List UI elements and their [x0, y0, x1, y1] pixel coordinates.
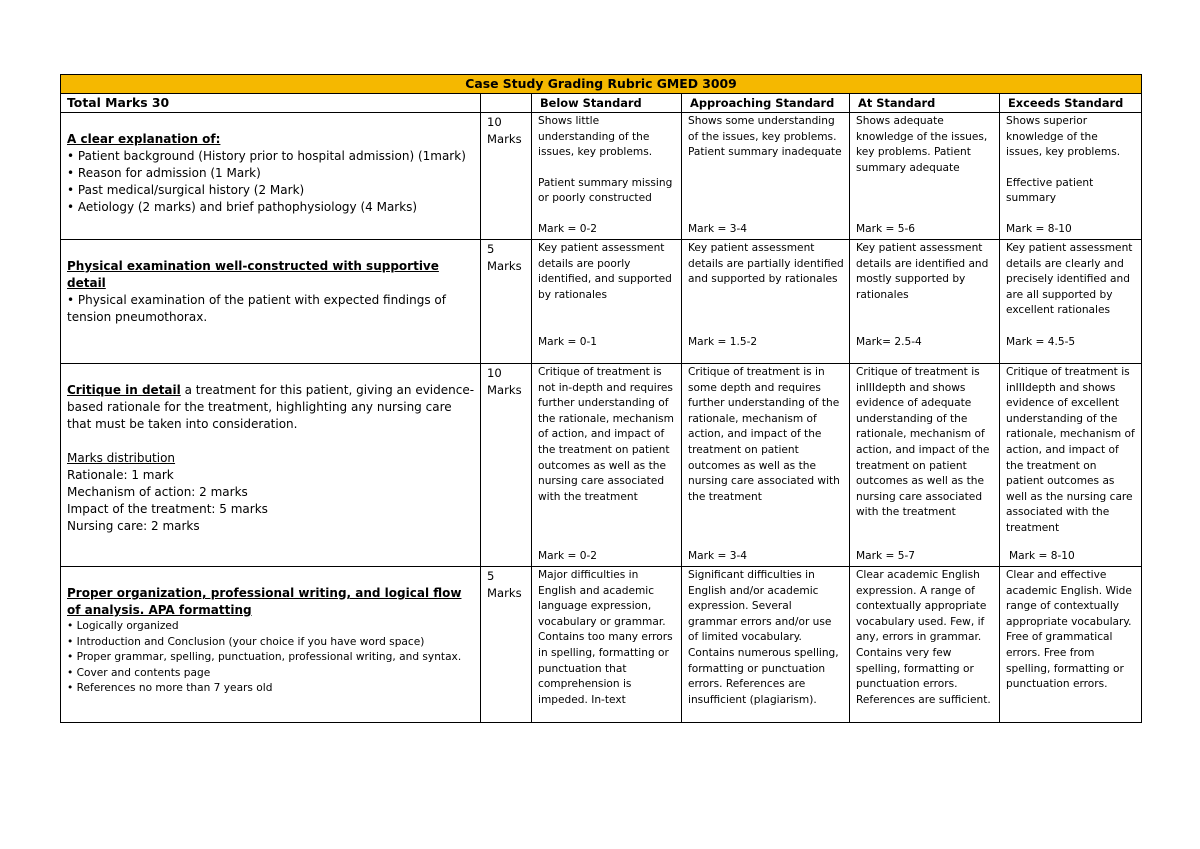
- rubric-row-explanation: [61, 113, 1142, 240]
- level-cell-below: [532, 240, 682, 364]
- level-mark: Mark = 8-10: [1009, 550, 1075, 562]
- criterion-bullet: • Cover and contents page: [67, 666, 475, 682]
- level-mark: Mark = 8-10: [1006, 223, 1072, 235]
- marks-value: 10: [487, 366, 502, 380]
- level-mark: Mark = 5-7: [856, 550, 916, 562]
- criterion-bullet: • Proper grammar, spelling, punctuation, professional writing, and syntax.: [67, 650, 475, 666]
- marks-unit: Marks: [487, 586, 522, 600]
- criterion-critique: [61, 364, 481, 567]
- level-mark: Mark = 5-6: [856, 223, 916, 235]
- level-text: Shows little understanding of the issues, key problems.: [538, 115, 653, 159]
- criterion-bullet: • Past medical/surgical history (2 Mark): [67, 182, 475, 199]
- rubric-title: Case Study Grading Rubric GMED 3009: [61, 75, 1142, 94]
- level-cell-exceeds: [1000, 567, 1142, 723]
- rubric-row-critique: [61, 364, 1142, 567]
- level-text: Critique of treatment is inIIIdepth and shows evidence of excellent understanding of the rationale, mechanism of action, and impact of the treatment on patient outcomes as well as the nursing care associated with the treatment: [1006, 366, 1135, 534]
- level-header-approaching: Approaching Standard: [682, 94, 850, 113]
- level-text: Clear and effective academic English. Wide range of contextually appropriate vocabulary. Free of grammatical errors. Free from spelling, formatting or punctuation errors.: [1006, 569, 1132, 691]
- marks-distribution-item: Mechanism of action: 2 marks: [67, 485, 248, 499]
- marks-cell: [481, 567, 532, 723]
- level-cell-at: [850, 113, 1000, 240]
- criterion-title: A clear explanation of:: [67, 132, 221, 146]
- level-cell-exceeds: [1000, 113, 1142, 240]
- criterion-bullet: • References no more than 7 years old: [67, 681, 475, 697]
- criterion-title: Critique in detail: [67, 383, 181, 397]
- level-cell-approaching: [682, 364, 850, 567]
- marks-unit: Marks: [487, 259, 522, 273]
- criterion-bullet: • Aetiology (2 marks) and brief pathophysiology (4 Marks): [67, 199, 475, 216]
- level-cell-approaching: [682, 240, 850, 364]
- level-text: Key patient assessment details are clearly and precisely identified and are all supported by excellent rationales: [1006, 242, 1133, 317]
- level-text: Critique of treatment is not in-depth and requires further understanding of the rationale, mechanism of action, and impact of the treatment on patient outcomes as well as the nursing care associated with the treatment: [538, 366, 674, 503]
- level-text: Effective patient summary: [1006, 176, 1094, 205]
- level-text: Key patient assessment details are identified and mostly supported by rationales: [856, 242, 989, 301]
- level-mark: Mark = 3-4: [688, 550, 748, 562]
- level-mark: Mark = 0-1: [538, 336, 598, 348]
- level-cell-at: [850, 567, 1000, 723]
- criterion-description-text: a treatment for this patient, giving an evidence-based rationale for the treatment, highlighting any nursing care that must be taken into consideration.: [67, 383, 475, 431]
- rubric-row-physical-exam: [61, 240, 1142, 364]
- level-cell-below: [532, 364, 682, 567]
- criterion-explanation: [61, 113, 481, 240]
- marks-unit: Marks: [487, 383, 522, 397]
- criterion-bullet: • Physical examination of the patient with expected findings of tension pneumothorax.: [67, 292, 475, 326]
- criterion-organization: [61, 567, 481, 723]
- level-cell-at: [850, 364, 1000, 567]
- level-cell-below: [532, 567, 682, 723]
- level-cell-approaching: [682, 113, 850, 240]
- marks-distribution-item: Nursing care: 2 marks: [67, 519, 200, 533]
- level-cell-exceeds: [1000, 240, 1142, 364]
- level-text: Shows superior knowledge of the issues, key problems.: [1006, 115, 1121, 159]
- criterion-bullet: • Logically organized: [67, 619, 475, 635]
- criterion-title: Proper organization, professional writing, and logical flow of analysis. APA formatting: [67, 586, 462, 617]
- level-mark: Mark = 3-4: [688, 223, 748, 235]
- level-text: Shows some understanding of the issues, key problems.: [688, 115, 837, 143]
- marks-cell: [481, 364, 532, 567]
- criterion-physical-exam: [61, 240, 481, 364]
- level-mark: Mark = 0-2: [538, 223, 598, 235]
- total-marks-header: Total Marks 30: [61, 94, 481, 113]
- level-cell-at: [850, 240, 1000, 364]
- level-header-exceeds: Exceeds Standard: [1000, 94, 1142, 113]
- marks-cell: [481, 113, 532, 240]
- level-text: Critique of treatment is in some depth and requires further understanding of the rationale, mechanism of action, and impact of the treatment on patient outcomes as well as the nursing care associated with the treatment: [688, 366, 840, 503]
- marks-value: 10: [487, 115, 502, 129]
- level-text: Significant difficulties in English and/or academic expression. Several grammar errors and/or use of limited vocabulary. Contains numerous spelling, formatting or punctuation errors. References are insufficient (plagiarism).: [688, 569, 839, 706]
- marks-cell: [481, 240, 532, 364]
- rubric-row-organization: [61, 567, 1142, 723]
- criterion-description: [67, 382, 475, 433]
- level-mark: Mark = 0-2: [538, 550, 598, 562]
- level-mark: Mark= 2.5-4: [856, 336, 922, 348]
- marks-value: 5: [487, 242, 495, 256]
- level-mark: Mark = 4.5-5: [1006, 336, 1076, 348]
- marks-value: 5: [487, 569, 495, 583]
- level-text: Major difficulties in English and academic language expression, vocabulary or grammar. Contains too many errors in spelling, formatting or punctuation that comprehension is impeded. In-text: [538, 569, 673, 706]
- criterion-bullet: • Introduction and Conclusion (your choice if you have word space): [67, 635, 475, 651]
- level-text: Patient summary inadequate: [688, 146, 842, 159]
- level-text: Critique of treatment is inIIIdepth and shows evidence of adequate understanding of the rationale, mechanism of action, and impact of the treatment on patient outcomes as well as the nursing care associated with the treatment: [856, 366, 990, 519]
- level-header-at: At Standard: [850, 94, 1000, 113]
- level-cell-approaching: [682, 567, 850, 723]
- rubric-table: [60, 74, 1142, 723]
- level-text: Patient summary missing or poorly constructed: [538, 176, 673, 205]
- level-cell-below: [532, 113, 682, 240]
- marks-distribution-item: Impact of the treatment: 5 marks: [67, 502, 268, 516]
- marks-unit: Marks: [487, 132, 522, 146]
- criterion-bullet: • Reason for admission (1 Mark): [67, 165, 475, 182]
- level-header-below: Below Standard: [532, 94, 682, 113]
- marks-header-blank: [481, 94, 532, 113]
- marks-distribution-title: Marks distribution: [67, 451, 176, 465]
- level-text: Key patient assessment details are poorly identified, and supported by rationales: [538, 242, 672, 301]
- level-text: Key patient assessment details are partially identified and supported by rationales: [688, 242, 844, 286]
- level-text: Shows adequate knowledge of the issues, key problems. Patient summary adequate: [856, 115, 988, 174]
- level-mark: Mark = 1.5-2: [688, 336, 758, 348]
- level-text: Clear academic English expression. A range of contextually appropriate vocabulary used. Few, if any, errors in grammar. Contains very few spelling, formatting or punctuation errors. References are sufficient.: [856, 569, 991, 706]
- marks-distribution-item: Rationale: 1 mark: [67, 468, 174, 482]
- criterion-title: Physical examination well-constructed with supportive detail: [67, 259, 439, 290]
- level-cell-exceeds: [1000, 364, 1142, 567]
- criterion-bullet: • Patient background (History prior to hospital admission) (1mark): [67, 148, 475, 165]
